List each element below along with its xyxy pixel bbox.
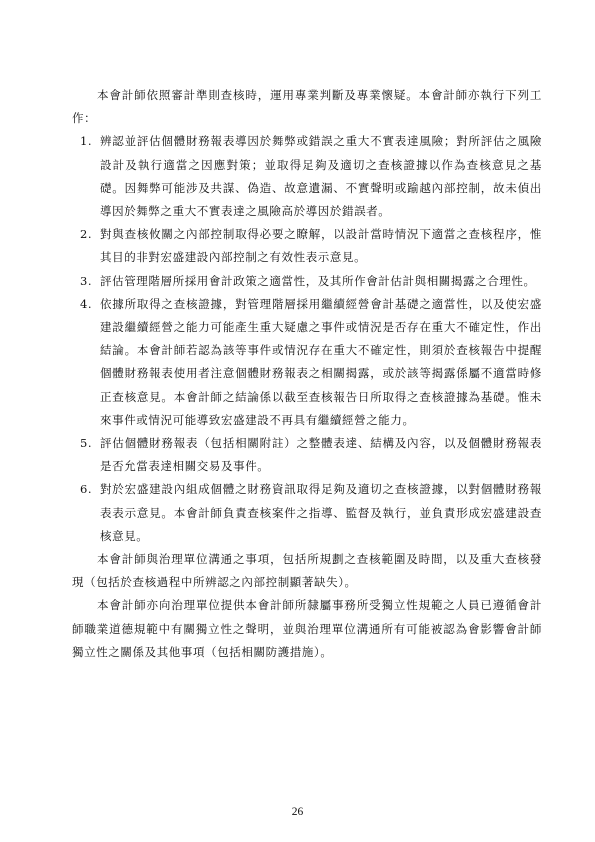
- list-item: [72, 293, 542, 432]
- list-item: [72, 478, 542, 548]
- list-item-text: 對與查核攸關之內部控制取得必要之瞭解，以設計當時情況下適當之查核程序，惟其目的非對宏盛建設內部控制之有效性表示意見。: [100, 227, 542, 265]
- independence-paragraph: 本會計師亦向治理單位提供本會計師所隸屬事務所受獨立性規範之人員已遵循會計師職業道德規範中有關獨立性之聲明，並與治理單位溝通所有可能被認為會影響會計師獨立性之關係及其他事項（包括相關防護措施）。: [72, 598, 542, 659]
- report-body: [72, 84, 542, 664]
- governance-paragraph: 本會計師與治理單位溝通之事項，包括所規劃之查核範圍及時間，以及重大查核發現（包括於查核過程中所辨認之內部控制顯著缺失）。: [72, 552, 542, 590]
- list-item: [72, 223, 542, 269]
- intro-paragraph: 本會計師依照審計準則查核時，運用專業判斷及專業懷疑。本會計師亦執行下列工作：: [72, 88, 542, 126]
- list-item-number: 1.: [80, 134, 93, 149]
- list-item-number: 5.: [80, 436, 93, 451]
- list-item-number: 3.: [80, 273, 93, 288]
- procedures-list: [72, 130, 542, 548]
- list-item-text: 評估管理階層所採用會計政策之適當性，及其所作會計估計與相關揭露之合理性。: [100, 273, 536, 288]
- list-item-text: 評估個體財務報表（包括相關附註）之整體表達、結構及內容，以及個體財務報表是否允當表達相關交易及事件。: [100, 436, 542, 474]
- list-item-text: 對於宏盛建設內組成個體之財務資訊取得足夠及適切之查核證據，以對個體財務報表表示意見。本會計師負責查核案件之指導、監督及執行，並負責形成宏盛建設查核意見。: [100, 482, 542, 543]
- list-item-number: 2.: [80, 227, 93, 242]
- list-item-text: 依據所取得之查核證據，對管理階層採用繼續經營會計基礎之適當性，以及使宏盛建設繼續經營之能力可能產生重大疑慮之事件或情況是否存在重大不確定性，作出結論。本會計師若認為該等事件或情況存在重大不確定性，則須於查核報告中提醒個體財務報表使用者注意個體財務報表之相關揭露，或於該等揭露係屬不適當時修正查核意見。本會計師之結論係以截至查核報告日所取得之查核證據為基礎。惟未來事件或情況可能導致宏盛建設不再具有繼續經營之能力。: [100, 296, 542, 427]
- list-item: [72, 130, 542, 223]
- list-item: [72, 270, 542, 293]
- list-item-text: 辨認並評估個體財務報表導因於舞弊或錯誤之重大不實表達風險；對所評估之風險設計及執行適當之因應對策；並取得足夠及適切之查核證據以作為查核意見之基礎。因舞弊可能涉及共謀、偽造、故意遺漏、不實聲明或踰越內部控制，故未偵出導因於舞弊之重大不實表達之風險高於導因於錯誤者。: [100, 134, 542, 219]
- list-item-number: 4.: [80, 296, 93, 311]
- page-number: 26: [291, 806, 304, 818]
- list-item-number: 6.: [80, 482, 93, 497]
- list-item: [72, 432, 542, 478]
